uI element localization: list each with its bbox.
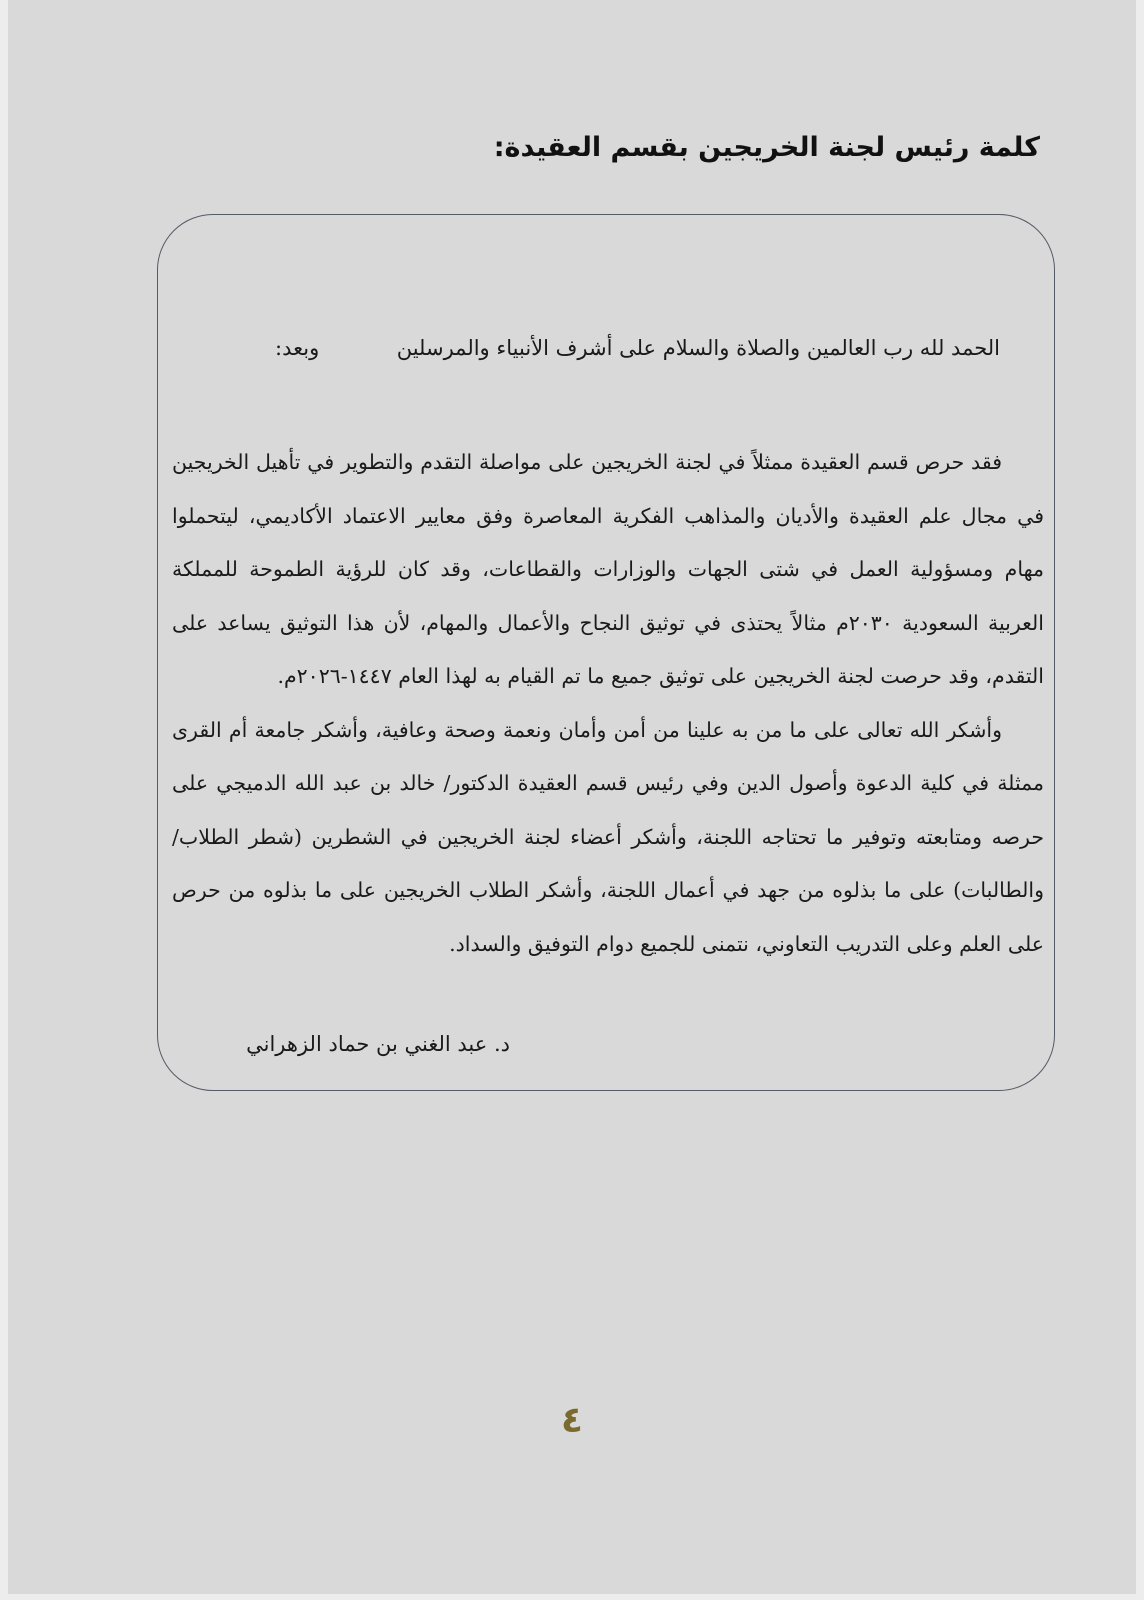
- page-number: ٤: [561, 1400, 583, 1441]
- page-edge-right: [1136, 0, 1144, 1600]
- page-edge-bottom: [0, 1594, 1144, 1600]
- page-edge-left: [0, 0, 8, 1600]
- signature: د. عبد الغني بن حماد الزهراني: [246, 1032, 510, 1056]
- opening-greeting: الحمد لله رب العالمين والصلاة والسلام على أشرف الأنبياء والمرسلين: [396, 336, 1000, 360]
- paragraph-1: فقد حرص قسم العقيدة ممثلاً في لجنة الخريجين على مواصلة التقدم والتطوير في تأهيل الخريجين في مجال علم العقيدة والأديان والمذاهب الفكرية المعاصرة وفق معايير الاعتماد الأكاديمي، ليتحملوا مهام ومسؤولية العمل في شتى الجهات والوزارات والقطاعات، وقد كان للرؤية الطموحة للمملكة العربية السعودية ٢٠٣٠م مثالاً يحتذى في توثيق النجاح والأعمال والمهام، لأن هذا التوثيق يساعد على التقدم، وقد حرصت لجنة الخريجين على توثيق جميع ما تم القيام به لهذا العام ١٤٤٧-٢٠٢٦م.: [172, 450, 1044, 688]
- page-heading: كلمة رئيس لجنة الخريجين بقسم العقيدة:: [493, 132, 1040, 163]
- letter-body: [172, 436, 1044, 971]
- opening-after: وبعد:: [275, 336, 320, 360]
- opening-line: [180, 336, 1000, 370]
- paragraph-2: وأشكر الله تعالى على ما من به علينا من أمن وأمان ونعمة وصحة وعافية، وأشكر جامعة أم القرى ممثلة في كلية الدعوة وأصول الدين وفي رئيس قسم العقيدة الدكتور/ خالد بن عبد الله الدميجي على حرصه ومتابعته وتوفير ما تحتاجه اللجنة، وأشكر أعضاء لجنة الخريجين في الشطرين (شطر الطلاب/ والطالبات) على ما بذلوه من جهد في أعمال اللجنة، وأشكر الطلاب الخريجين على ما بذلوه من حرص على العلم وعلى التدريب التعاوني، نتمنى للجميع دوام التوفيق والسداد.: [172, 717, 1044, 956]
